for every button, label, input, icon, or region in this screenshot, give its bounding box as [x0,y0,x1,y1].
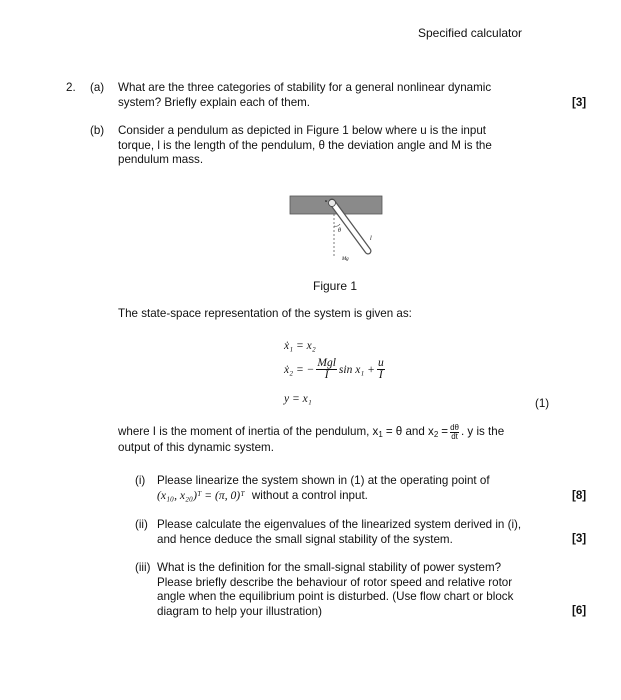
part-a-marks: [3] [572,96,587,109]
fraction-numerator: Mgl [317,357,336,369]
subscript-1: 1 [378,430,383,440]
sub-iii-label: (iii) [135,561,151,574]
equation-x2dot-lhs: ẋ₂ = − [284,363,315,376]
figure-caption: Figure 1 [313,279,358,293]
sub-ii-label: (ii) [135,518,148,531]
torque-label: u [325,198,328,203]
part-a-line-2: system? Briefly explain each of them. [118,95,311,109]
state-space-intro: The state-space representation of the system is given as: [118,307,412,320]
part-b-line-1: Consider a pendulum as depicted in Figure 1 below where u is the input [118,124,486,137]
sub-i-text [157,474,557,503]
where-line-1 [118,424,558,441]
fraction-mgl-over-i [316,358,337,381]
equation-output: y = x₁ [284,393,312,405]
equation-x2dot [284,358,387,381]
fraction-dt: dt [451,432,458,441]
where-part-c: = [441,425,449,439]
part-a-text [118,81,558,110]
part-a-line-1: What are the three categories of stability for a general nonlinear dynamic [118,81,492,94]
fraction-dtheta-dt [450,424,459,441]
part-b-label: (b) [90,124,105,137]
sub-iii-line-1: What is the definition for the small-signal stability of power system? [157,561,502,574]
part-b-line-2: torque, l is the length of the pendulum, θ the deviation angle and M is the [118,138,492,152]
where-part-a: where I is the moment of inertia of the pendulum, x [118,425,379,439]
equation-number: (1) [535,397,550,410]
where-part-b: = θ and x [385,425,434,439]
sub-iii-marks: [6] [572,604,587,617]
fraction-dtheta: dθ [450,423,459,432]
page-header: Specified calculator [418,26,523,40]
sub-i-line-2 [157,489,557,504]
angle-arc [334,224,340,226]
sub-ii-line-2: and hence deduce the small signal stability of the system. [157,532,453,546]
pivot-icon [329,200,336,207]
operating-point-math: (x₁₀, x₂₀)ᵀ = (π, 0)ᵀ [157,488,245,502]
sub-i-marks: [8] [572,489,587,502]
pendulum-figure [288,194,388,266]
theta-label: θ [338,228,341,234]
sub-ii-text [157,518,557,547]
question-number: 2. [66,81,76,94]
equation-x1dot: ẋ₁ = x₂ [284,340,316,352]
mass-label: Mg [342,257,349,262]
sub-i-label: (i) [135,474,146,487]
where-paragraph [118,424,558,456]
where-line-2: output of this dynamic system. [118,441,274,454]
sub-ii-marks: [3] [572,532,587,545]
fraction-denominator-2: I [378,369,383,381]
sub-i-line-2-rest: without a control input. [251,488,368,502]
sub-iii-line-4: diagram to help your illustration) [157,604,322,618]
sub-iii-line-3: angle when the equilibrium point is disturbed. (Use flow chart or block [157,590,514,603]
equation-x2dot-mid: sin x₁ + [338,363,375,376]
part-b-line-3: pendulum mass. [118,153,204,166]
subscript-2: 2 [433,430,439,440]
sub-ii-line-1: Please calculate the eigenvalues of the linearized system derived in (i), [157,518,522,531]
fraction-numerator-2: u [377,357,384,369]
sub-i-line-1: Please linearize the system shown in (1) at the operating point of [157,474,490,487]
fraction-u-over-i [377,358,385,381]
part-a-label: (a) [90,81,105,94]
sub-iii-text [157,561,557,619]
sub-iii-line-2: Please briefly describe the behaviour of rotor speed and relative rotor [157,575,513,589]
fraction-denominator: I [324,369,329,381]
length-label: l [370,236,372,242]
part-b-text [118,124,558,168]
where-part-d: . y is the [460,425,505,439]
